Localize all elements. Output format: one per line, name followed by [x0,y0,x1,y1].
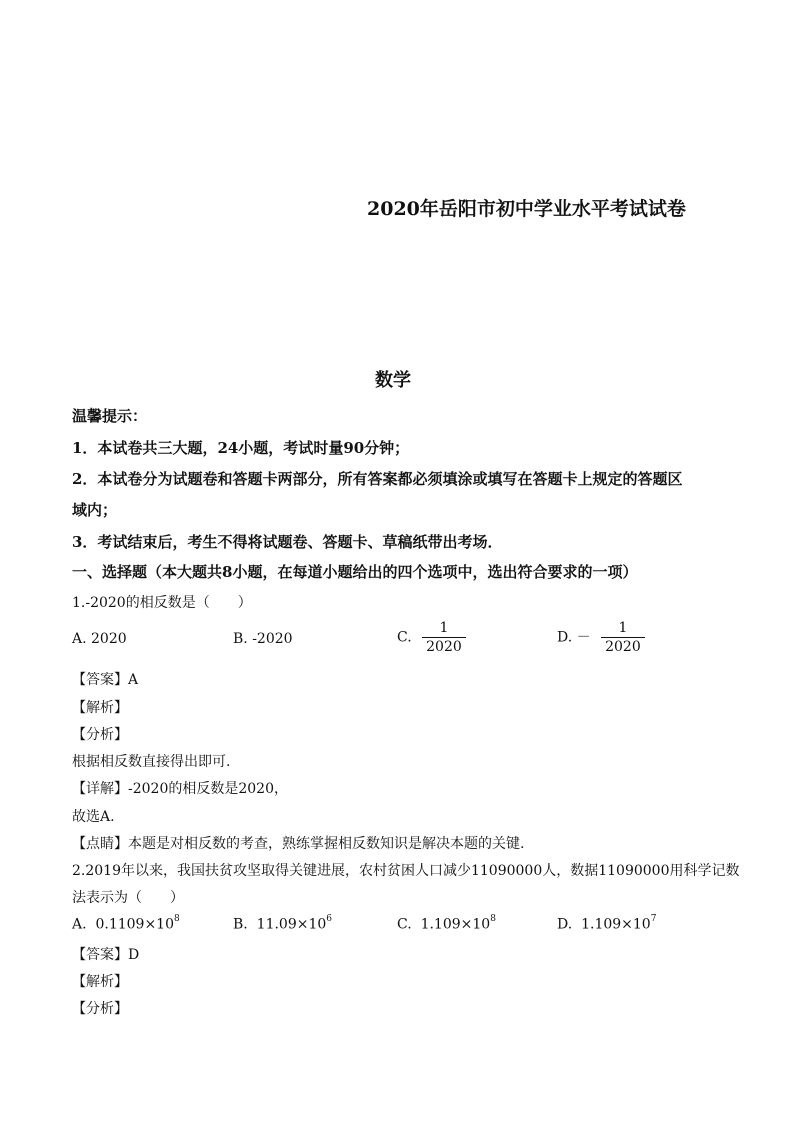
q2-option-b-base: 11.09×10 [256,916,327,933]
q1-analysis-tag: 【解析】 [72,700,128,716]
q2-option-a-base: 0.1109×10 [95,916,174,933]
section-heading: 一、选择题（本大题共8小题，在每道小题给出的四个选项中，选出符合要求的一项） [72,563,638,581]
fraction-denominator: 2020 [422,637,466,656]
fraction-denominator: 2020 [601,637,645,656]
q1-detail: 【详解】-2020的相反数是2020， [72,781,288,797]
q1-option-b: B. -2020 [233,631,293,647]
q2-stem-line1: 2.2019年以来，我国扶贫攻坚取得关键进展，农村贫困人口减少11090000人，数据11090000用科学记数 [72,863,740,879]
q2-analysis-tag: 【解析】 [72,974,128,990]
q1-option-c-fraction [422,619,466,656]
q2-option-d-base: 1.109×10 [581,916,651,933]
tips-heading: 温馨提示： [72,407,148,425]
q1-option-d-fraction [601,619,645,656]
q2-option-d [557,916,656,933]
q2-option-b-exponent: 6 [326,914,333,924]
q2-option-a-exponent: 8 [174,914,180,924]
q1-stem: 1.-2020的相反数是（ ） [72,595,252,611]
q2-answer: 【答案】D [72,947,140,963]
q1-option-c [397,619,466,656]
q1-option-d-label: D. － [557,629,591,646]
q1-fenxi-text: 根据相反数直接得出即可. [72,754,231,770]
tip-2-cont: 域内； [72,501,118,519]
fraction-numerator: 1 [618,620,628,636]
q1-conclusion: 故选A. [72,809,115,825]
q2-option-c-label: C. [397,916,412,933]
tip-3: 3．考试结束后，考生不得将试题卷、答题卡、草稿纸带出考场． [72,533,503,551]
q1-comment: 【点睛】本题是对相反数的考查，熟练掌握相反数知识是解决本题的关键. [72,836,525,852]
q2-option-d-exponent: 7 [650,914,657,924]
q1-option-a: A. 2020 [72,631,127,647]
q2-fenxi-tag: 【分析】 [72,1001,128,1017]
q2-option-b [233,916,332,933]
subject-title: 数学 [375,370,411,391]
q1-fenxi-tag: 【分析】 [72,727,128,743]
q2-option-c-base: 1.109×10 [420,916,491,933]
tip-2: 2．本试卷分为试题卷和答题卡两部分，所有答案都必须填涂或填写在答题卡上规定的答题区 [72,470,683,488]
q2-option-d-label: D. [557,916,573,933]
q1-option-d [557,619,645,656]
exam-title: 2020年岳阳市初中学业水平考试试卷 [367,198,686,220]
q2-option-c-exponent: 8 [490,914,496,924]
q2-option-a [72,916,180,933]
fraction-numerator: 1 [439,620,449,636]
q2-option-c [397,916,496,933]
q2-option-a-label: A. [72,916,87,933]
q2-stem-line2: 法表示为（ ） [72,890,184,906]
q1-answer: 【答案】A [72,672,139,688]
q2-option-b-label: B. [233,916,248,933]
q1-option-c-label: C. [397,629,412,646]
tip-1: 1．本试卷共三大题，24小题，考试时量90分钟； [72,439,410,457]
